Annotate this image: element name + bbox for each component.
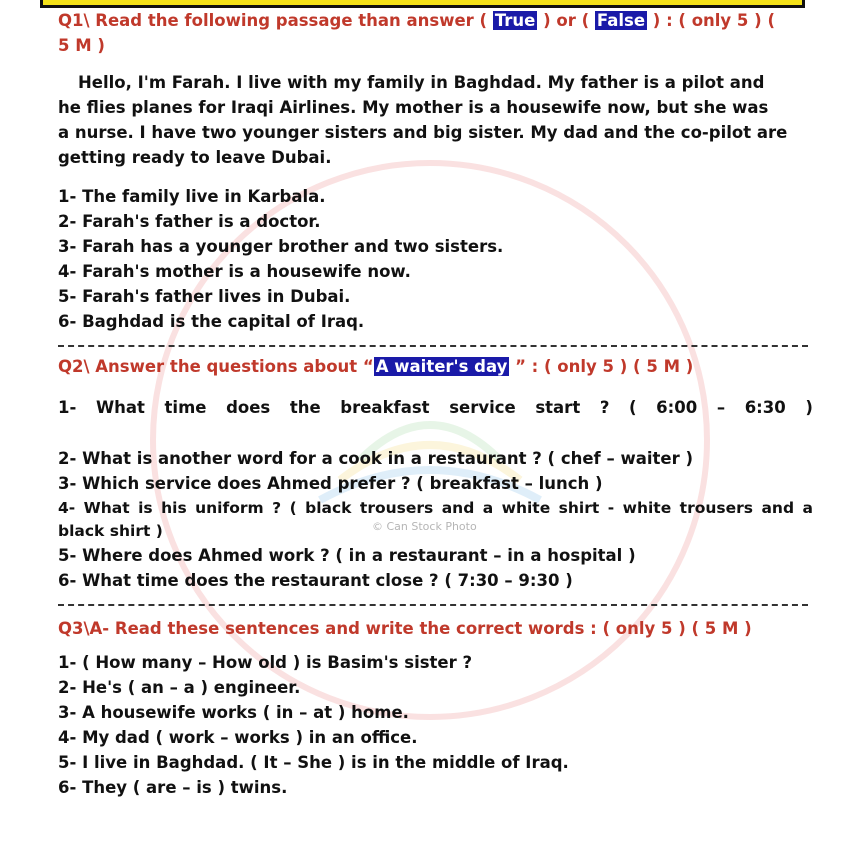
q1-passage-line-3: a nurse. I have two younger sisters and big sister. My dad and the co-pilot are: [58, 123, 788, 142]
q1-item-6: 6- Baghdad is the capital of Iraq.: [58, 312, 365, 331]
q2-item-5: 5- Where does Ahmed work ? ( in a restaurant – in a hospital ): [58, 546, 636, 565]
q3-item-6: 6- They ( are – is ) twins.: [58, 778, 288, 797]
q1-item-2: 2- Farah's father is a doctor.: [58, 212, 321, 231]
watermark-stock-text: © Can Stock Photo: [372, 520, 477, 533]
q1-passage-line-1: Hello, I'm Farah. I live with my family in Baghdad. My father is a pilot and: [78, 73, 765, 92]
q2-item-4: 4- What is his uniform ? ( black trousers and a white shirt - white trousers and a: [58, 499, 813, 517]
q1-item-4: 4- Farah's mother is a housewife now.: [58, 262, 411, 281]
q3-item-2: 2- He's ( an – a ) engineer.: [58, 678, 301, 697]
separator-1: [58, 345, 808, 347]
true-highlight: True: [494, 11, 536, 30]
q2-item-6: 6- What time does the restaurant close ? ( 7:30 – 9:30 ): [58, 571, 573, 590]
q3-item-5: 5- I live in Baghdad. ( It – She ) is in the middle of Iraq.: [58, 753, 569, 772]
q2-item-2: 2- What is another word for a cook in a restaurant ? ( chef – waiter ): [58, 449, 694, 468]
separator-2: [58, 604, 808, 606]
q3-heading: Q3\A- Read these sentences and write the correct words : ( only 5 ) ( 5 M ): [58, 619, 752, 638]
q2-item-1: 1- What time does the breakfast service start ? ( 6:00 – 6:30 ): [58, 398, 813, 417]
q2-heading: Q2\ Answer the questions about “ A waiter's day ” : ( only 5 ) ( 5 M ): [58, 357, 694, 376]
q2-item-4-line2: black shirt ): [58, 522, 163, 540]
q3-item-4: 4- My dad ( work – works ) in an office.: [58, 728, 418, 747]
q1-heading: Q1\ Read the following passage than answer ( True ) or ( False ) : ( only 5 ) (: [58, 11, 775, 30]
q1-item-5: 5- Farah's father lives in Dubai.: [58, 287, 351, 306]
q1-heading-line2: 5 M ): [58, 36, 105, 55]
waiter-highlight: A waiter's day: [375, 357, 508, 376]
q3-item-1: 1- ( How many – How old ) is Basim's sister ?: [58, 653, 473, 672]
top-border-bar: [40, 0, 805, 8]
q2-item-3: 3- Which service does Ahmed prefer ? ( breakfast – lunch ): [58, 474, 603, 493]
false-highlight: False: [596, 11, 646, 30]
q1-passage-line-4: getting ready to leave Dubai.: [58, 148, 332, 167]
q1-item-1: 1- The family live in Karbala.: [58, 187, 326, 206]
q1-item-3: 3- Farah has a younger brother and two sisters.: [58, 237, 504, 256]
q1-passage-line-2: he flies planes for Iraqi Airlines. My mother is a housewife now, but she was: [58, 98, 769, 117]
q3-item-3: 3- A housewife works ( in – at ) home.: [58, 703, 409, 722]
